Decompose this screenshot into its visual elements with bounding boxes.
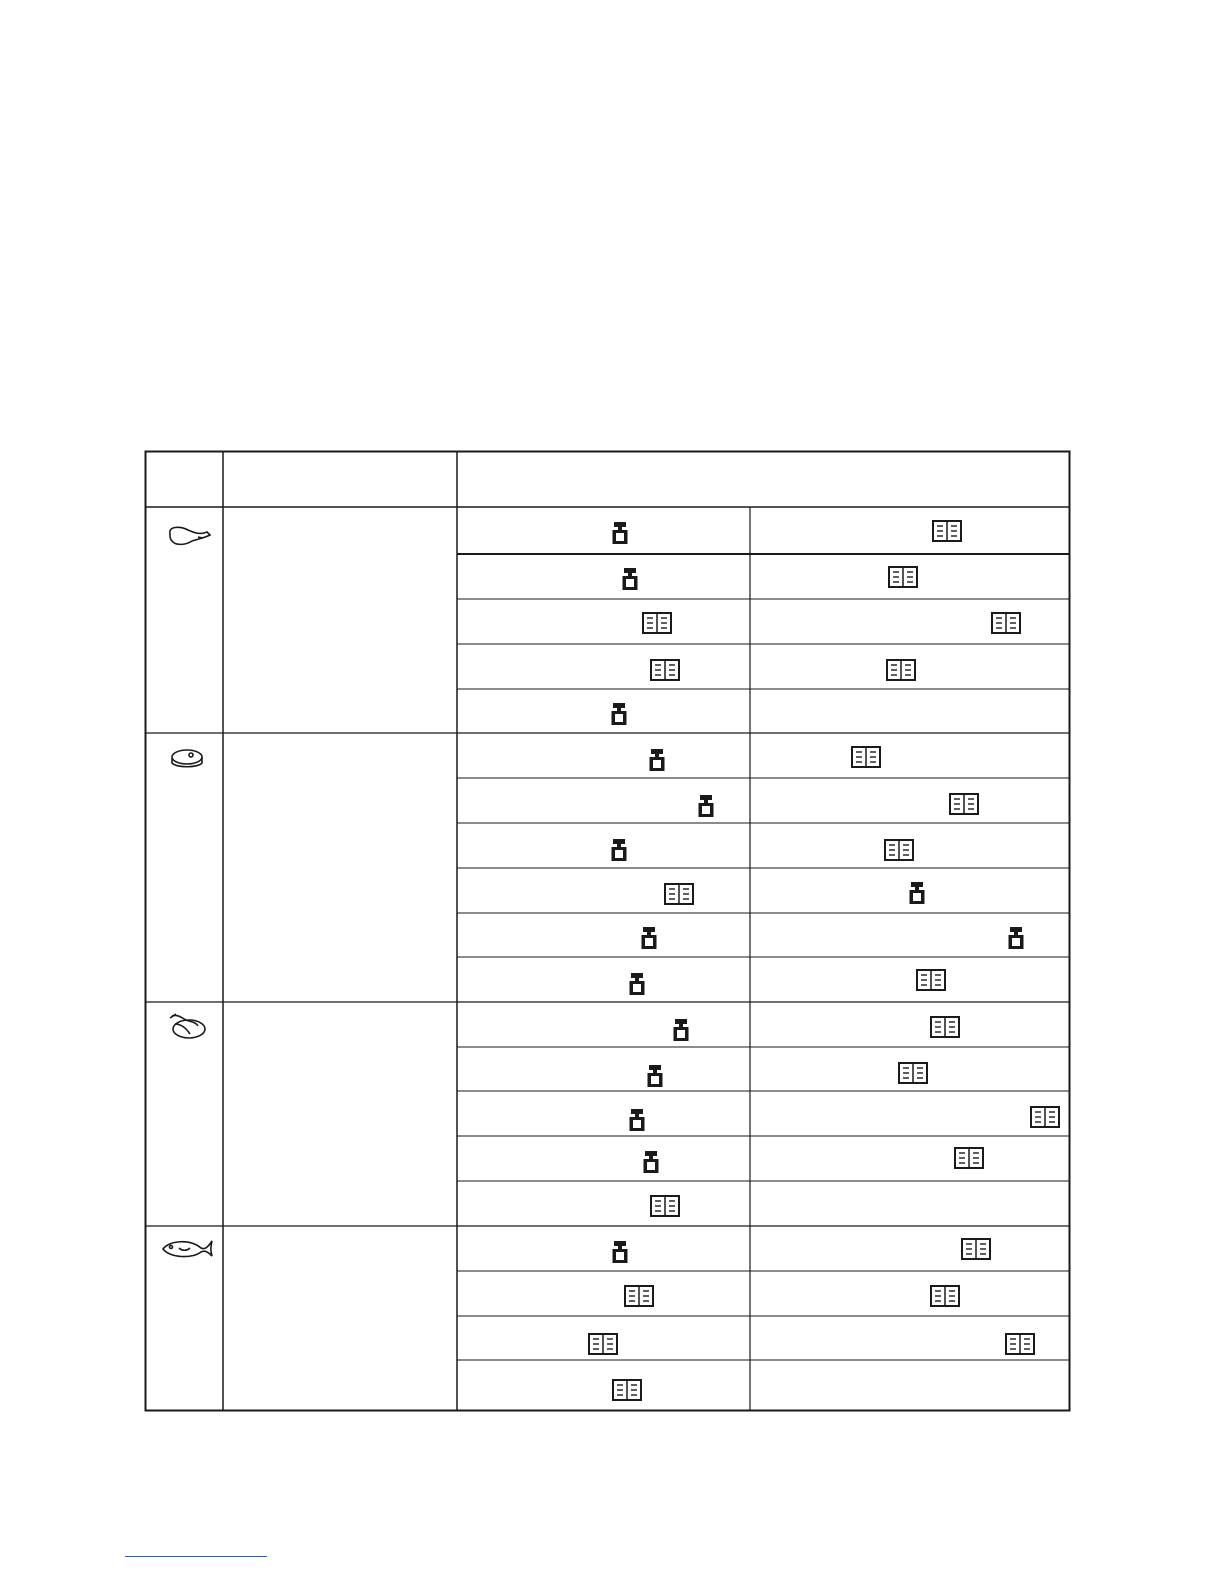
weight-icon	[644, 1151, 659, 1173]
book-icon	[665, 884, 693, 904]
weight-icon	[648, 1065, 663, 1087]
book-icon	[899, 1063, 927, 1083]
meat-leg-icon	[170, 527, 210, 544]
footer-rule	[125, 1556, 267, 1557]
weight-icon	[612, 703, 627, 725]
book-icon	[643, 613, 671, 633]
weight-icon	[910, 882, 925, 904]
book-icon	[852, 747, 880, 767]
book-icon	[950, 794, 978, 814]
book-icon	[955, 1148, 983, 1168]
book-icon	[931, 1286, 959, 1306]
book-icon	[613, 1380, 641, 1400]
weight-icon	[642, 927, 657, 949]
weight-icon	[1009, 927, 1024, 949]
book-icon	[651, 1196, 679, 1216]
book-icon	[589, 1334, 617, 1354]
weight-icon	[699, 795, 714, 817]
poultry-icon	[170, 1014, 205, 1038]
weight-icon	[612, 839, 627, 861]
book-icon	[962, 1239, 990, 1259]
fish-icon	[163, 1241, 212, 1257]
weight-icon	[623, 568, 638, 590]
steak-icon	[172, 750, 202, 767]
weight-icon	[650, 749, 665, 771]
book-icon	[887, 660, 915, 680]
book-icon	[885, 840, 913, 860]
book-icon	[625, 1286, 653, 1306]
book-icon	[1006, 1334, 1034, 1354]
weight-icon	[674, 1019, 689, 1041]
weight-icon	[630, 973, 645, 995]
book-icon	[1031, 1107, 1059, 1127]
book-icon	[651, 660, 679, 680]
weight-icon	[630, 1109, 645, 1131]
weight-icon	[613, 1241, 628, 1263]
weight-icon	[613, 522, 628, 544]
book-icon	[933, 521, 961, 541]
book-icon	[992, 613, 1020, 633]
book-icon	[917, 970, 945, 990]
book-icon	[931, 1017, 959, 1037]
book-icon	[889, 567, 917, 587]
